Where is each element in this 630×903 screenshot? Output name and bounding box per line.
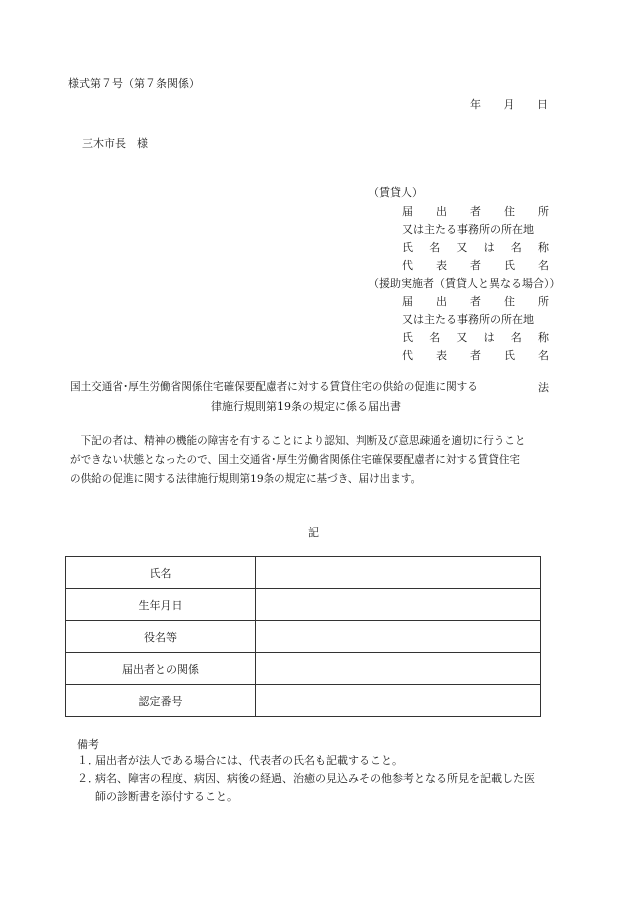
row-value-birthdate[interactable]: [256, 589, 541, 621]
date-month: 月: [503, 98, 515, 111]
document-title-line1: 国土交通省･厚生労働省関係住宅確保要配慮者に対する賃貸住宅の供給の促進に関する: [70, 381, 478, 393]
lessor-heading: （賃貸人）: [368, 186, 423, 199]
form-number: 様式第７号（第７条関係）: [68, 77, 200, 90]
row-label-cert-number: 認定番号: [66, 685, 256, 717]
support-address-line1: 届 出 者 住 所: [402, 295, 549, 308]
date-line: [470, 99, 548, 110]
note-1-text: 届出者が法人である場合には、代表者の氏名も記載すること。: [95, 754, 403, 767]
table-row: [66, 589, 541, 621]
row-label-title: 役名等: [66, 621, 256, 653]
row-label-name: 氏名: [66, 557, 256, 589]
lessor-name-line: 氏 名 又 は 名 称: [402, 241, 549, 254]
date-day: 日: [537, 98, 548, 111]
support-name-line: 氏 名 又 は 名 称: [402, 331, 549, 344]
note-2-number: ２．: [77, 772, 99, 785]
row-value-relationship[interactable]: [256, 653, 541, 685]
row-value-name[interactable]: [256, 557, 541, 589]
support-address-line2: 又は主たる事務所の所在地: [402, 313, 534, 326]
addressee: 三木市長 様: [82, 137, 148, 150]
support-provider-heading: （援助実施者（賃貸人と異なる場合））: [368, 277, 561, 290]
lessor-rep-line: 代 表 者 氏 名: [402, 259, 549, 272]
table-row: [66, 685, 541, 717]
note-1-number: １．: [77, 754, 99, 767]
table-row: [66, 557, 541, 589]
support-rep-line: 代 表 者 氏 名: [402, 349, 549, 362]
body-line3: の供給の促進に関する法律施行規則第19条の規定に基づき、届け出ます。: [70, 473, 422, 485]
date-year: 年: [470, 98, 481, 111]
row-label-relationship: 届出者との関係: [66, 653, 256, 685]
table-row: [66, 653, 541, 685]
note-2-text-line1: 病名、障害の程度、病因、病後の経過、治癒の見込みその他参考となる所見を記載した医: [95, 772, 535, 785]
body-line2: ができない状態となったので、国土交通省･厚生労働省関係住宅確保要配慮者に対する賃貸住宅: [70, 454, 521, 466]
note-item-1: [77, 752, 403, 769]
notes-heading: 備考: [77, 738, 99, 751]
row-value-title[interactable]: [256, 621, 541, 653]
lessor-address-line1: 届 出 者 住 所: [402, 205, 549, 218]
row-value-cert-number[interactable]: [256, 685, 541, 717]
table-row: [66, 621, 541, 653]
ki-heading: 記: [308, 526, 319, 539]
body-line1: 下記の者は、精神の機能の障害を有することにより認知、判断及び意思疎通を適切に行うこと: [70, 435, 526, 447]
document-title-line2: 律施行規則第19条の規定に係る届出書: [211, 400, 401, 413]
note-item-2-cont: 師の診断書を添付すること。: [95, 790, 238, 803]
details-table: [65, 556, 541, 717]
document-title-line1-end: 法: [538, 381, 549, 394]
note-item-2: [77, 770, 535, 787]
lessor-address-line2: 又は主たる事務所の所在地: [402, 223, 534, 236]
row-label-birthdate: 生年月日: [66, 589, 256, 621]
